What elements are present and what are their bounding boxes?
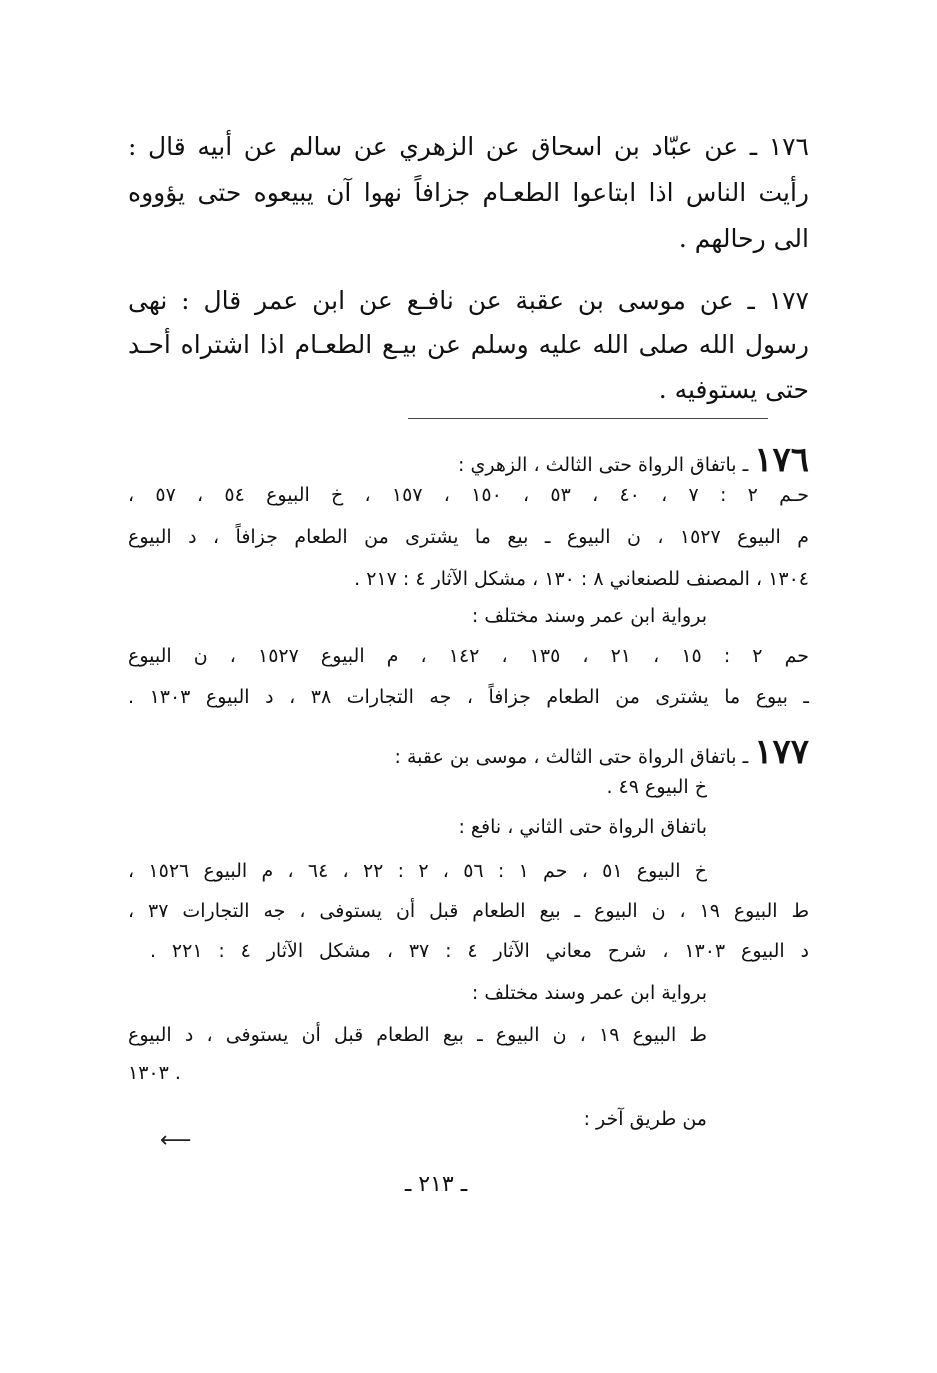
continuation-arrow-icon: ⟵	[160, 1128, 192, 1153]
note-176-heading	[458, 440, 809, 480]
note-177-line: ط البيوع ١٩ ، ن البيوع ـ بيع الطعام قبل أن يستوفى ، جه التجارات ٣٧ ،	[128, 900, 810, 922]
footnote-separator	[408, 418, 768, 419]
note-176-line: حم ٢ : ١٥ ، ٢١ ، ١٣٥ ، ١٤٢ ، م البيوع ١٥٢٧ ، ن البيوع	[128, 645, 809, 667]
note-177-line: د البيوع ١٣٠٣ ، شرح معاني الآثار ٤ : ٣٧ ، مشكل الآثار ٤ : ٢٢١ .	[150, 940, 810, 962]
note-176-line: حـم ٢ : ٧ ، ٤٠ ، ٥٣ ، ١٥٠ ، ١٥٧ ، خ البيوع ٥٤ ، ٥٧ ،	[128, 484, 810, 506]
note-177-line: ١٣٠٣ .	[128, 1062, 181, 1084]
page-number: ـ ٢١٣ ـ	[404, 1172, 468, 1197]
hadith-176-line-1: ١٧٦ ـ عن عبّاد بن اسحاق عن الزهري عن سالم عن أبيه قال :	[128, 132, 809, 161]
note-177-subheading: باتفاق الرواة حتى الثاني ، نافع :	[458, 816, 707, 838]
note-177-line: خ البيوع ٥١ ، حم ١ : ٥٦ ، ٢ : ٢٢ ، ٦٤ ، م البيوع ١٥٢٦ ،	[128, 860, 708, 882]
note-177-line: خ البيوع ٤٩ .	[606, 776, 707, 798]
note-177-subheading: برواية ابن عمر وسند مختلف :	[471, 982, 707, 1004]
note-176-subheading: برواية ابن عمر وسند مختلف :	[471, 605, 707, 627]
note-177-subheading: من طريق آخر :	[583, 1108, 707, 1130]
note-176-number: ١٧٦	[754, 440, 809, 480]
hadith-177-line-1: ١٧٧ ـ عن موسى بن عقبة عن نافـع عن ابن عمر قال : نهى	[128, 286, 809, 315]
hadith-176-line-2: رأيت الناس اذا ابتاعوا الطعـام جزافاً نهوا آن يبيعوه حتى يؤووه	[128, 178, 809, 207]
note-176-line: ـ بيوع ما يشترى من الطعام جزافاً ، جه التجارات ٣٨ ، د البيوع ١٣٠٣ .	[128, 686, 809, 708]
note-177-heading	[395, 732, 810, 772]
hadith-176-line-3: الى رحالهم .	[678, 224, 809, 253]
note-176-line: م البيوع ١٥٢٧ ، ن البيوع ـ بيع ما يشترى من الطعام جزافاً ، د البيوع	[128, 526, 810, 548]
note-177-number: ١٧٧	[754, 732, 809, 772]
hadith-177-line-3: حتى يستوفيه .	[658, 375, 809, 404]
note-177-heading-text: ـ باتفاق الرواة حتى الثالث ، موسى بن عقبة :	[394, 746, 749, 768]
note-176-heading-text: ـ باتفاق الرواة حتى الثالث ، الزهري :	[458, 454, 749, 476]
note-177-line: ط البيوع ١٩ ، ن البيوع ـ بيع الطعام قبل أن يستوفى ، د البيوع	[128, 1024, 707, 1046]
hadith-177-line-2: رسول الله صلى الله عليه وسلم عن بيـع الطعـام اذا اشتراه أحـد	[128, 330, 809, 359]
note-176-line: ١٣٠٤ ، المصنف للصنعاني ٨ : ١٣٠ ، مشكل الآثار ٤ : ٢١٧ .	[354, 568, 809, 590]
